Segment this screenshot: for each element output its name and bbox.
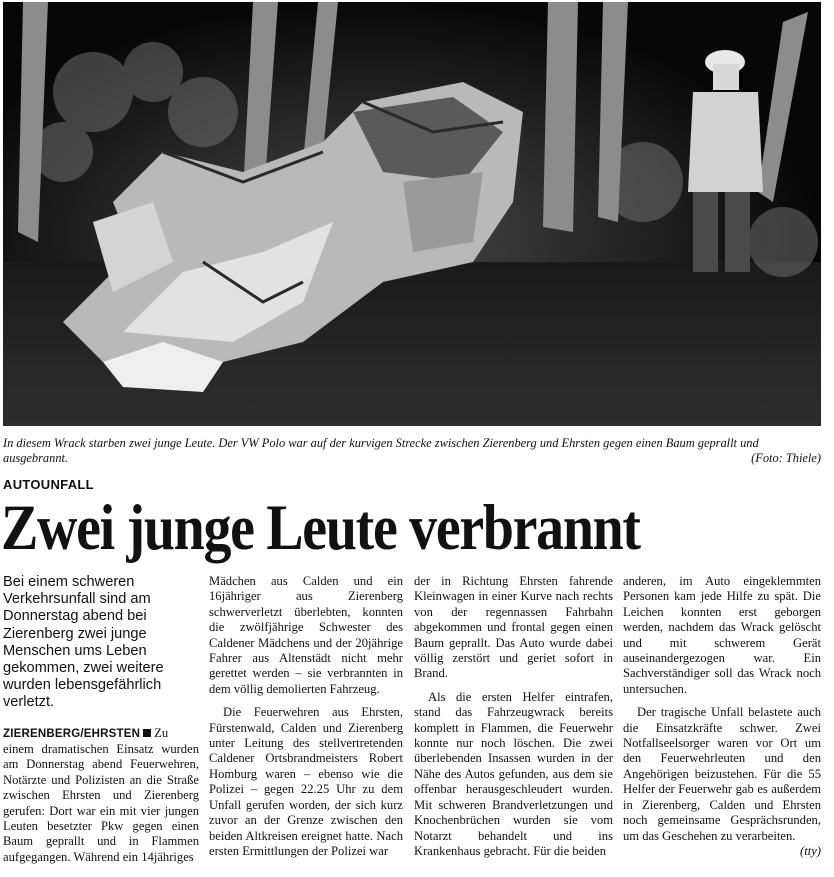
body-paragraph-2-continued: der in Richtung Ehrsten fahrende Kleinwagen in einer Kurve nach rechts von der regennassen Fahrbahn abgekommen und frontal gegen einen Baum geprallt. Das Auto wurde dabei völlig zerstört und geriet sofort in Brand. [414, 574, 613, 681]
author-signature: (tty) [800, 843, 821, 858]
caption-text: In diesem Wrack starben zwei junge Leute. Der VW Polo war auf der kurvigen Strecke zwischen Zierenberg und Ehrsten gegen einen Baum geprallt und ausgebrannt. [3, 436, 759, 465]
lead-paragraph: Bei einem schweren Verkehrsunfall sind am Donnerstag abend bei Zierenberg zwei junge Menschen ums Leben gekommen, zwei weitere wurden lebensgefährlich verletzt. [3, 574, 164, 711]
burnt-car-photo [3, 2, 821, 426]
dateline: ZIERENBERG/EHRSTEN [3, 727, 141, 740]
column-4 [623, 574, 821, 859]
paragraph-4-text: Der tragische Unfall belastete auch die Einsatzkräfte schwer. Zwei Notfallseelsorger waren vor Ort um den Feuerwehrleuten und den Angehörigen beizustehen. Für die 55 Helfer der Feuerwehr gab es außerdem in Zierenberg, Calden und Ehrsten noch gemeinsame Gesprächsrunden, um das Geschehen zu verarbeiten. [623, 705, 821, 843]
column-1 [3, 574, 199, 865]
headline: Zwei junge Leute verbrannt [1, 492, 640, 564]
body-paragraph-1 [3, 726, 199, 866]
section-kicker: AUTOUNFALL [3, 477, 94, 492]
body-paragraph-3-continued: anderen, im Auto eingeklemmten Personen kam jede Hilfe zu spät. Die Leichen konnten erst geborgen werden, nachdem das Wrack gelöscht und mit schwerem Gerät auseinandergezogen war. Ein Sachverständiger soll das Wrack noch untersuchen. [623, 574, 821, 696]
body-paragraph-3: Als die ersten Helfer eintrafen, stand das Fahrzeugwrack bereits komplett in Flammen, die Feuerwehr konnte nur noch löschen. Die zwei überlebenden Insassen wurden in der Nähe des Autos gefunden, aus dem sie offenbar herausgeschleudert wurden. Mit schweren Brandverletzungen und Knochenbrüchen wurden sie vom Notarzt behandelt und ins Krankenhaus gebracht. Für die beiden [414, 689, 613, 858]
paragraph-1-text: Zu einem dramatischen Einsatz wurden am Donnerstag abend Feuerwehren, Notärzte und Polizisten an die Straße zwischen Ehrsten und Zierenberg gerufen: Dort war ein mit vier jungen Leuten besetzter Pkw gegen einen Baum geprallt und in Flammen aufgegangen. Während ein 14jähriges [3, 725, 199, 864]
column-3 [414, 574, 613, 859]
body-paragraph-2: Die Feuerwehren aus Ehrsten, Fürstenwald, Calden und Zierenberg unter Leitung des stellvertretenden Caldener Ortsbrandmeisters Robert Homburg waren – ebenso wie die Polizei – gegen 22.25 Uhr zu dem Unfall gerufen worden, der sich kurz zuvor an der Grenze zwischen den beiden Altkreisen ereignet hatte. Nach ersten Ermittlungen der Polizei war [209, 705, 403, 858]
column-2 [209, 574, 403, 859]
body-paragraph-4 [623, 705, 821, 858]
photo-credit: (Foto: Thiele) [751, 451, 821, 465]
bullet-square-icon [143, 729, 151, 737]
news-photo [3, 2, 821, 426]
photo-caption [3, 436, 821, 466]
body-paragraph-1-continued: Mädchen aus Calden und ein 16jähriger aus Zierenberg schwerverletzt überlebten, konnten die zwölfjährige Schwester des Caldener Mädchens und der 20jährige Fahrer aus Altenstädt nicht mehr gerettet werden – sie verbrannten in dem völlig demolierten Fahrzeug. [209, 574, 403, 696]
